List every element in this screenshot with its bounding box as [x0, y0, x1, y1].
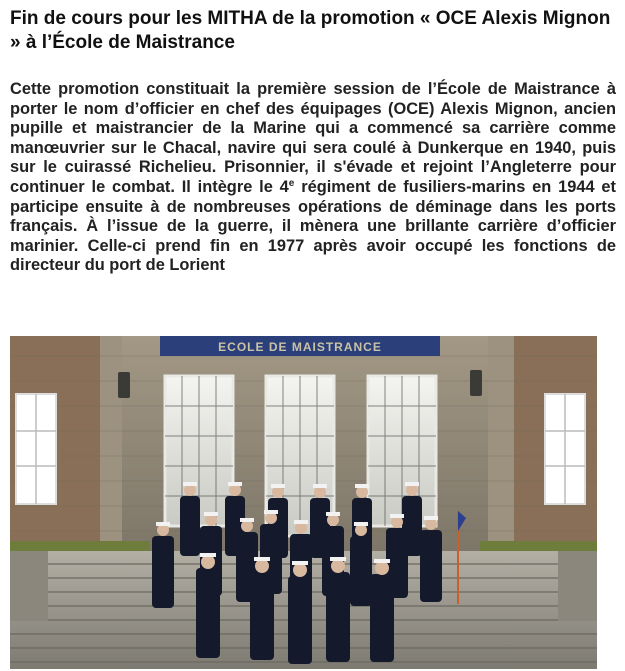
stair-wall-left [10, 551, 48, 621]
promotion-group-photo [10, 336, 597, 669]
article-title: Fin de cours pour les MITHA de la promotion « OCE Alexis Mignon » à l’École de Maistrance [10, 8, 611, 53]
article-body [10, 80, 616, 276]
building-sign-text: ECOLE DE MAISTRANCE [218, 340, 382, 354]
article-body-part2: régiment de fusiliers-marins en 1944 et participe ensuite à de nombreuses opérations de déminage dans les ports français. À l’issue de la guerre, il mènera une brillante carrière d’officier marinier. Celle-ci prend fin en 1977 après avoir occupé les fonctions de directeur du port de Lorient [10, 177, 617, 275]
pillar [488, 336, 514, 551]
pillar [100, 336, 122, 551]
wall-lamp-right [470, 370, 482, 396]
wall-lamp-left [118, 372, 130, 398]
article-body-part1: Cette promotion constituait la première session de l’École de Maistrance à porter le nom d’officier en chef des équipages (OCE) Alexis Mignon, ancien pupille et maistrancier de la Marine qui a commencé sa carrière comme manœuvrier sur le Chacal, navire qui sera coulé à Dunkerque en 1940, puis sur le cuirassé Richelieu. Prisonnier, il s'évade et rejoint l’Angleterre pour continuer le combat. Il intègre le 4 [10, 80, 616, 196]
stair-wall-right [558, 551, 597, 621]
ordinal-superscript: e [288, 177, 295, 189]
